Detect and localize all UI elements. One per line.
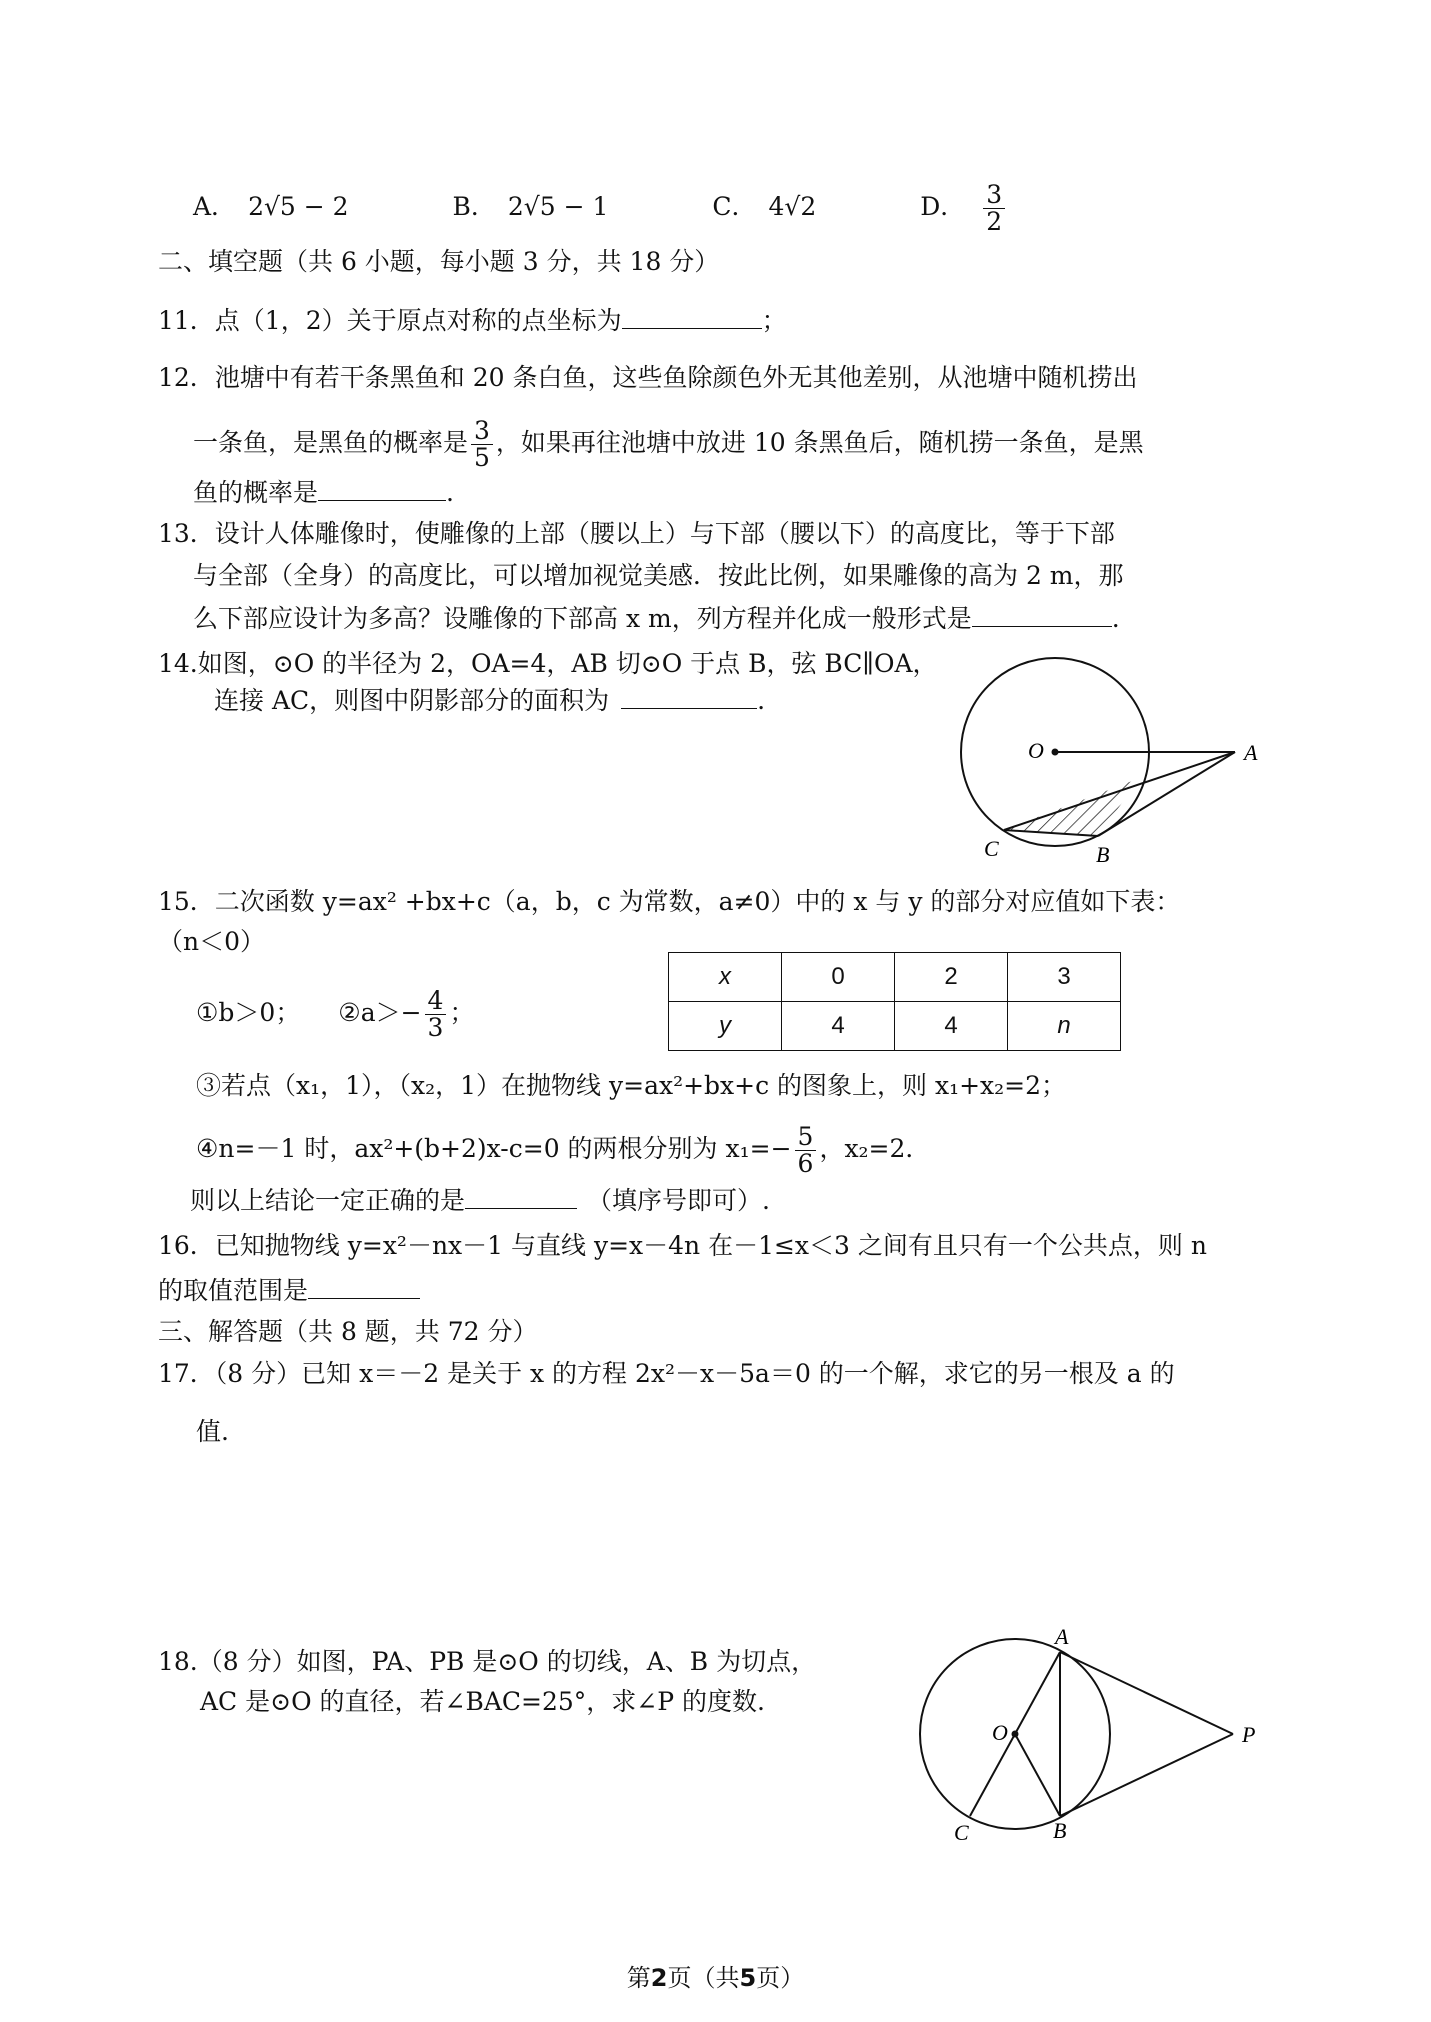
question-14-line2 [214, 684, 765, 717]
q11-tail: ； [761, 306, 787, 335]
claim-2-fraction: $\frac{4}{3}$ [425, 988, 447, 1041]
question-18-line1: 18.（8 分）如图，PA、PB 是⊙O 的切线，A、B 为切点， [158, 1647, 817, 1676]
option-c-label: C． [712, 192, 757, 221]
center-dot [1052, 749, 1059, 756]
question-15-claims-12 [196, 988, 474, 1041]
table-row [669, 953, 1121, 1002]
option-b-label: B． [452, 192, 496, 221]
option-c-value: 4√2 [768, 192, 817, 221]
claim-4-tail: ，x₂=2． [819, 1134, 931, 1163]
q14-figure [950, 650, 1280, 870]
question-13-line3 [193, 602, 1120, 635]
q13-tail: . [1111, 604, 1120, 633]
value-table [668, 952, 1121, 1051]
question-15-claim-3: ③若点（x₁，1），（x₂，1）在抛物线 y=ax²+bx+c 的图象上，则 x₁+x₂=2； [196, 1071, 1067, 1100]
question-14-line1: 14.如图，⊙O 的半径为 2，OA=4，AB 切⊙O 于点 B，弦 BC∥OA， [158, 649, 938, 678]
q14-tail: . [757, 686, 766, 715]
question-17-line2: 值. [196, 1417, 229, 1446]
label-a: A [1055, 1624, 1069, 1649]
question-11 [158, 304, 787, 337]
footer-pre: 第 [626, 1964, 651, 1992]
q12-fraction: $\frac{3}{5}$ [471, 418, 493, 471]
label-p: P [1242, 1722, 1256, 1747]
table-cell: n [1008, 1002, 1121, 1051]
q12-line2b: ，如果再往池塘中放进 10 条黑鱼后，随机捞一条鱼，是黑 [495, 428, 1144, 457]
q18-figure [910, 1616, 1290, 1856]
answer-blank [308, 1274, 420, 1299]
question-13-line2: 与全部（全身）的高度比，可以增加视觉美感．按此比例，如果雕像的高为 2 m，那 [193, 561, 1124, 590]
claim-4-fraction: $\frac{5}{6}$ [795, 1124, 817, 1177]
question-16-line2 [158, 1274, 420, 1307]
table-cell: 4 [895, 1002, 1008, 1051]
answer-blank [465, 1184, 577, 1209]
q12-line2a: 一条鱼，是黑鱼的概率是 [193, 428, 469, 457]
label-o: O [1028, 738, 1044, 763]
option-d-label: D． [920, 192, 966, 221]
conclusion-text: 则以上结论一定正确的是 [190, 1186, 466, 1215]
segment-pa [1060, 1652, 1233, 1734]
page-total: 5 [739, 1964, 757, 1992]
question-18-line2: AC 是⊙O 的直径，若∠BAC=25°，求∠P 的度数. [200, 1687, 765, 1716]
question-12-line2 [193, 418, 1144, 471]
option-d-fraction: $\frac{3}{2}$ [983, 182, 1005, 235]
answer-blank [972, 602, 1112, 627]
q12-tail: . [446, 478, 454, 507]
table-cell: 4 [782, 1002, 895, 1051]
question-15-line2: （n＜0） [158, 927, 266, 956]
question-15-claim-4 [196, 1124, 930, 1177]
q10-options [193, 182, 1008, 235]
question-12-line1: 12．池塘中有若干条黑鱼和 20 条白鱼，这些鱼除颜色外无其他差别，从池塘中随机捞出 [158, 363, 1138, 392]
page-footer [0, 1958, 1431, 1993]
question-15-conclusion [190, 1184, 770, 1217]
question-15-line1: 15．二次函数 y=ax² +bx+c（a，b，c 为常数，a≠0）中的 x 与 y 的部分对应值如下表： [158, 887, 1181, 916]
label-b: B [1053, 1818, 1067, 1843]
footer-post: 页） [756, 1964, 805, 1992]
table-cell: x [669, 953, 782, 1002]
claim-4: ④n=－1 时，ax²+(b+2)x-c=0 的两根分别为 x₁=− [196, 1134, 792, 1163]
question-16-line1: 16．已知抛物线 y=x²－nx－1 与直线 y=x－4n 在－1≤x＜3 之间有且只有一个公共点，则 n [158, 1231, 1207, 1260]
answer-blank [621, 684, 757, 709]
page-number: 2 [650, 1964, 668, 1992]
q12-line3: 鱼的概率是 [193, 478, 319, 507]
conclusion-tail: （填序号即可）. [587, 1186, 770, 1215]
table-cell: 0 [782, 953, 895, 1002]
section3-title: 三、解答题（共 8 题，共 72 分） [158, 1317, 538, 1346]
answer-blank [318, 476, 446, 501]
footer-mid: 页（共 [667, 1964, 740, 1992]
claim-2: ②a＞− [338, 998, 422, 1027]
q14-line2: 连接 AC，则图中阴影部分的面积为 [214, 686, 610, 715]
table-cell: y [669, 1002, 782, 1051]
table-row [669, 1002, 1121, 1051]
question-17-line1: 17．（8 分）已知 x＝－2 是关于 x 的方程 2x²－x－5a＝0 的一个解，求它的另一根及 a 的 [158, 1359, 1175, 1388]
label-b: B [1096, 842, 1110, 867]
option-a-label: A． [193, 192, 237, 221]
segment-ac [1004, 752, 1235, 830]
question-13-line1: 13．设计人体雕像时，使雕像的上部（腰以上）与下部（腰以下）的高度比，等于下部 [158, 519, 1115, 548]
option-b-value: 2√5 − 1 [507, 192, 609, 221]
q11-text: 11．点（1，2）关于原点对称的点坐标为 [158, 306, 622, 335]
q16-line2: 的取值范围是 [158, 1276, 309, 1305]
table-cell: 2 [895, 953, 1008, 1002]
label-c: C [984, 836, 999, 861]
label-o: O [992, 1720, 1008, 1745]
label-a: A [1244, 740, 1258, 765]
option-a-value: 2√5 − 2 [248, 192, 349, 221]
center-dot [1012, 1731, 1019, 1738]
table-cell: 3 [1008, 953, 1121, 1002]
segment-ob [1015, 1734, 1060, 1816]
q13-line3: 么下部应设计为多高？设雕像的下部高 x m，列方程并化成一般形式是 [193, 604, 972, 633]
claim-2-tail: ； [449, 998, 475, 1027]
question-12-line3 [193, 476, 454, 509]
segment-pb [1060, 1734, 1233, 1816]
answer-blank [622, 304, 762, 329]
section2-title: 二、填空题（共 6 小题，每小题 3 分，共 18 分） [158, 247, 720, 276]
claim-1: ①b＞0； [196, 998, 301, 1027]
label-c: C [954, 1820, 969, 1845]
